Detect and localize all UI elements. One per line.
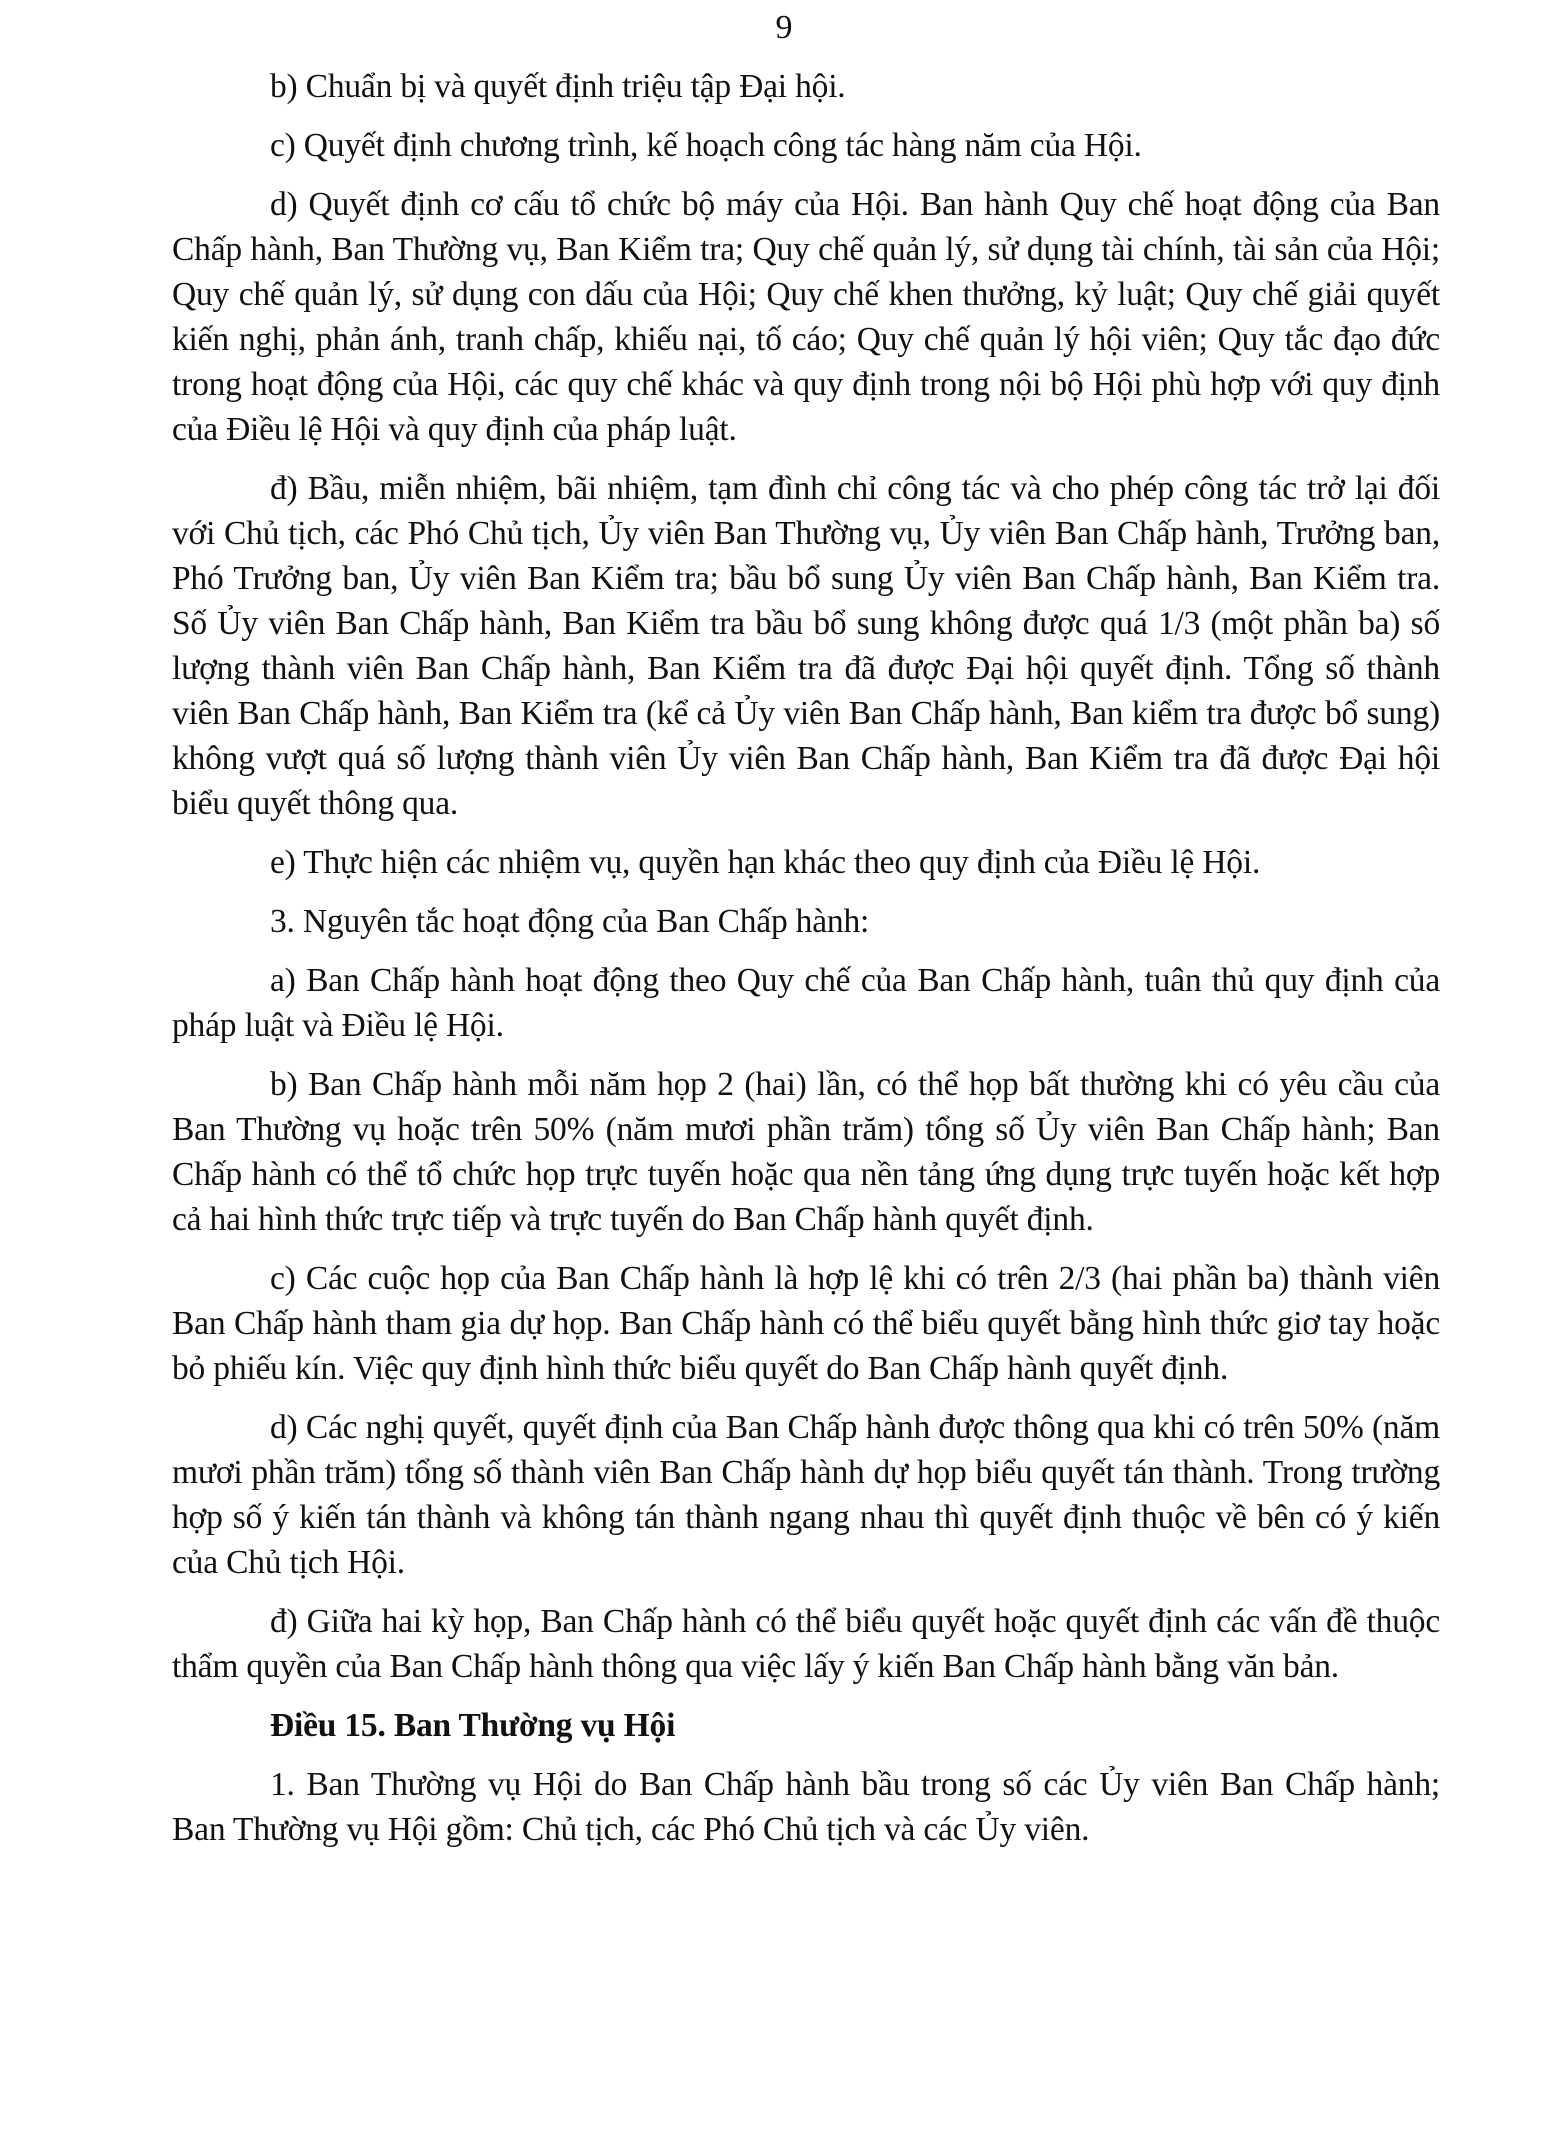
paragraph-b-hop: b) Ban Chấp hành mỗi năm họp 2 (hai) lần, có thể họp bất thường khi có yêu cầu của Ban Thường vụ hoặc trên 50% (năm mươi phần trăm) tổng số Ủy viên Ban Chấp hành; Ban Chấp hành có thể tổ chức họp trực tuyến hoặc qua nền tảng ứng dụng trực tuyến hoặc kết hợp cả hai hình thức trực tiếp và trực tuyến do Ban Chấp hành quyết định. [172,1066,1440,1238]
paragraph-3-nguyen-tac: 3. Nguyên tắc hoạt động của Ban Chấp hành: [270,903,870,940]
page-number: 9 [775,9,793,46]
paragraph-dd-bau: đ) Bầu, miễn nhiệm, bãi nhiệm, tạm đình chỉ công tác và cho phép công tác trở lại đối với Chủ tịch, các Phó Chủ tịch, Ủy viên Ban Thường vụ, Ủy viên Ban Chấp hành, Trưởng ban, Phó Trưởng ban, Ủy viên Ban Kiểm tra; bầu bổ sung Ủy viên Ban Chấp hành, Ban Kiểm tra. Số Ủy viên Ban Chấp hành, Ban Kiểm tra bầu bổ sung không được quá 1/3 (một phần ba) số lượng thành viên Ban Chấp hành, Ban Kiểm tra đã được Đại hội quyết định. Tổng số thành viên Ban Chấp hành, Ban Kiểm tra (kể cả Ủy viên Ban Chấp hành, Ban kiểm tra được bổ sung) không vượt quá số lượng thành viên Ủy viên Ban Chấp hành, Ban Kiểm tra đã được Đại hội biểu quyết thông qua. [172,470,1440,822]
paragraph-d-co-cau: d) Quyết định cơ cấu tổ chức bộ máy của Hội. Ban hành Quy chế hoạt động của Ban Chấp hành, Ban Thường vụ, Ban Kiểm tra; Quy chế quản lý, sử dụng tài chính, tài sản của Hội; Quy chế quản lý, sử dụng con dấu của Hội; Quy chế khen thưởng, kỷ luật; Quy chế giải quyết kiến nghị, phản ánh, tranh chấp, khiếu nại, tố cáo; Quy chế quản lý hội viên; Quy tắc đạo đức trong hoạt động của Hội, các quy chế khác và quy định trong nội bộ Hội phù hợp với quy định của Điều lệ Hội và quy định của pháp luật. [172,186,1440,448]
paragraph-c-cuoc-hop: c) Các cuộc họp của Ban Chấp hành là hợp lệ khi có trên 2/3 (hai phần ba) thành viên Ban Chấp hành tham gia dự họp. Ban Chấp hành có thể biểu quyết bằng hình thức giơ tay hoặc bỏ phiếu kín. Việc quy định hình thức biểu quyết do Ban Chấp hành quyết định. [172,1260,1440,1387]
paragraph-b-chuan-bi: b) Chuẩn bị và quyết định triệu tập Đại hội. [270,68,846,105]
paragraph-1-ban-thuong-vu: 1. Ban Thường vụ Hội do Ban Chấp hành bầu trong số các Ủy viên Ban Chấp hành; Ban Thường vụ Hội gồm: Chủ tịch, các Phó Chủ tịch và các Ủy viên. [172,1766,1440,1848]
paragraph-e-thuc-hien: e) Thực hiện các nhiệm vụ, quyền hạn khác theo quy định của Điều lệ Hội. [270,844,1261,881]
document-body [172,64,1440,1866]
paragraph-c-quyet-dinh: c) Quyết định chương trình, kế hoạch công tác hàng năm của Hội. [270,127,1142,164]
paragraph-a-hoat-dong: a) Ban Chấp hành hoạt động theo Quy chế của Ban Chấp hành, tuân thủ quy định của pháp luật và Điều lệ Hội. [172,962,1440,1044]
paragraph-d-nghi-quyet: d) Các nghị quyết, quyết định của Ban Chấp hành được thông qua khi có trên 50% (năm mươi phần trăm) tổng số thành viên Ban Chấp hành dự họp biểu quyết tán thành. Trong trường hợp số ý kiến tán thành và không tán thành ngang nhau thì quyết định thuộc về bên có ý kiến của Chủ tịch Hội. [172,1409,1440,1581]
article-heading: Điều 15. Ban Thường vụ Hội [270,1707,676,1744]
paragraph-dd-giua-hai-ky: đ) Giữa hai kỳ họp, Ban Chấp hành có thể biểu quyết hoặc quyết định các vấn đề thuộc thẩm quyền của Ban Chấp hành thông qua việc lấy ý kiến Ban Chấp hành bằng văn bản. [172,1603,1440,1685]
